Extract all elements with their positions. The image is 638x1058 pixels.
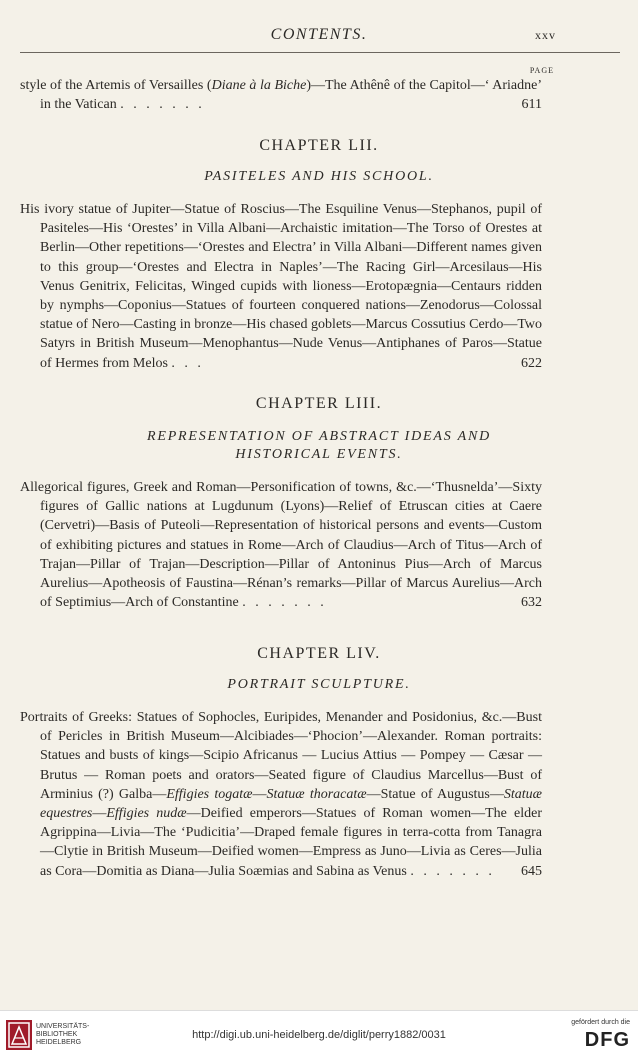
dfg-logo: DFG <box>585 1029 630 1052</box>
chapter-summary: Portraits of Greeks: Statues of Sophocles, Euripides, Menander and Posidonius, &c.—Bust of Pericles in British Museum—Alcibiades—‘Phocion’—Alexander. Roman portraits: Statues and busts of kings—Scipio Africanus — Lucius Attius — Pompey — Cæsar — Brutus — Roman poets and orators—Seated figure of Claudius Marcellus—Bust of Arminius (?) Galba—Effigies togatæ—Statuæ thoracatæ—Statue of Augustus—Statuæ equestres—Effigies nudæ—Deified emperors—Statues of Roman women—The elder Agrippina—Livia—The ‘Pudicitia’—Draped female figures in terra-cotta from Tanagra—Clytie in British Museum—Deified women—Empress as Juno—Livia as Ceres—Julia as Cora—Domitia as Diana—Julia Soæmias and Sabina as Venus . . . . . . . 645 <box>20 708 542 881</box>
chapter-summary: His ivory statue of Jupiter—Statue of Roscius—The Esquiline Venus—Stephanos, pupil of Pasiteles—His ‘Orestes’ in Villa Albani—Archaistic imitation—The Torso of Orestes at Berlin—Other repetitions—‘Orestes and Electra’ in Villa Albani—Different names given to this group—‘Orestes and Electra in Naples’—The Racing Girl—Arcesilaus—His Venus Genitrix, Felicitas, Winged cupids with lioness—Erotopægnia—Centaurs ridden by nymphs—Coponius—Statues of fourteen conquered nations—Zenodorus—Colossal statue of Nero—Casting in bronze—His chased goblets—Marcus Cossutius Cerdo—Two Satyrs in British Museum—Menophantus—Nude Venus—Antiphanes of Paros—Statue of Hermes from Melos . . . 622 <box>20 200 542 373</box>
chapter-heading: CHAPTER LIV. <box>0 645 638 663</box>
page-ref: 645 <box>541 862 542 881</box>
header-rule <box>20 52 620 53</box>
dot-leader: . . . . . . . <box>410 864 495 879</box>
chapter-title: PASITELES AND HIS SCHOOL. <box>0 168 638 186</box>
page-ref: 622 <box>541 354 542 373</box>
chapter-summary: Allegorical figures, Greek and Roman—Personification of towns, &c.—‘Thusnelda’—Sixty figures of Gallic nations at Lugdunum (Lyons)—Relief of Etruscan cities at Caere (Cervetri)—Basis of Puteoli—Representation of historical persons and events—Custom of exhibiting pictures and statues in Rome—Arch of Claudius—Arch of Titus—Arch of Trajan—Pillar of Trajan—Description—Pillar of Antoninus Pius—Arch of Marcus Aurelius—Apotheosis of Faustina—Rénan’s remarks—Pillar of Marcus Aurelius—Arch of Septimius—Arch of Constantine . . . . . . . 632 <box>20 478 542 612</box>
toc-entry-continued: style of the Artemis of Versailles (Diane à la Biche)—The Athênê of the Capitol—‘ Ariadne’ in the Vatican . . . . . . . 611 <box>20 76 542 114</box>
funding-note: gefördert durch die <box>571 1019 630 1026</box>
source-url-link[interactable]: http://digi.ub.uni-heidelberg.de/diglit/perry1882/0031 <box>0 1029 638 1041</box>
chapter-heading: CHAPTER LIII. <box>0 395 638 413</box>
dot-leader: . . . . . . . <box>120 97 205 112</box>
chapter-title-line-1: REPRESENTATION OF ABSTRACT IDEAS AND <box>0 428 638 446</box>
chapter-title-line-2: HISTORICAL EVENTS. <box>0 446 638 464</box>
library-name: UNIVERSITÄTS- BIBLIOTHEK HEIDELBERG <box>36 1023 89 1047</box>
dot-leader: . . . . . . . <box>242 595 327 610</box>
digitization-footer <box>0 1010 638 1058</box>
page-ref: 632 <box>541 593 542 612</box>
running-title: CONTENTS. <box>0 26 638 44</box>
dot-leader: . . . <box>171 356 204 371</box>
page-number: xxv <box>535 28 556 43</box>
chapter-title: PORTRAIT SCULPTURE. <box>0 676 638 694</box>
page-column-label: PAGE <box>530 66 554 75</box>
chapter-heading: CHAPTER LII. <box>0 137 638 155</box>
running-header <box>0 24 638 48</box>
